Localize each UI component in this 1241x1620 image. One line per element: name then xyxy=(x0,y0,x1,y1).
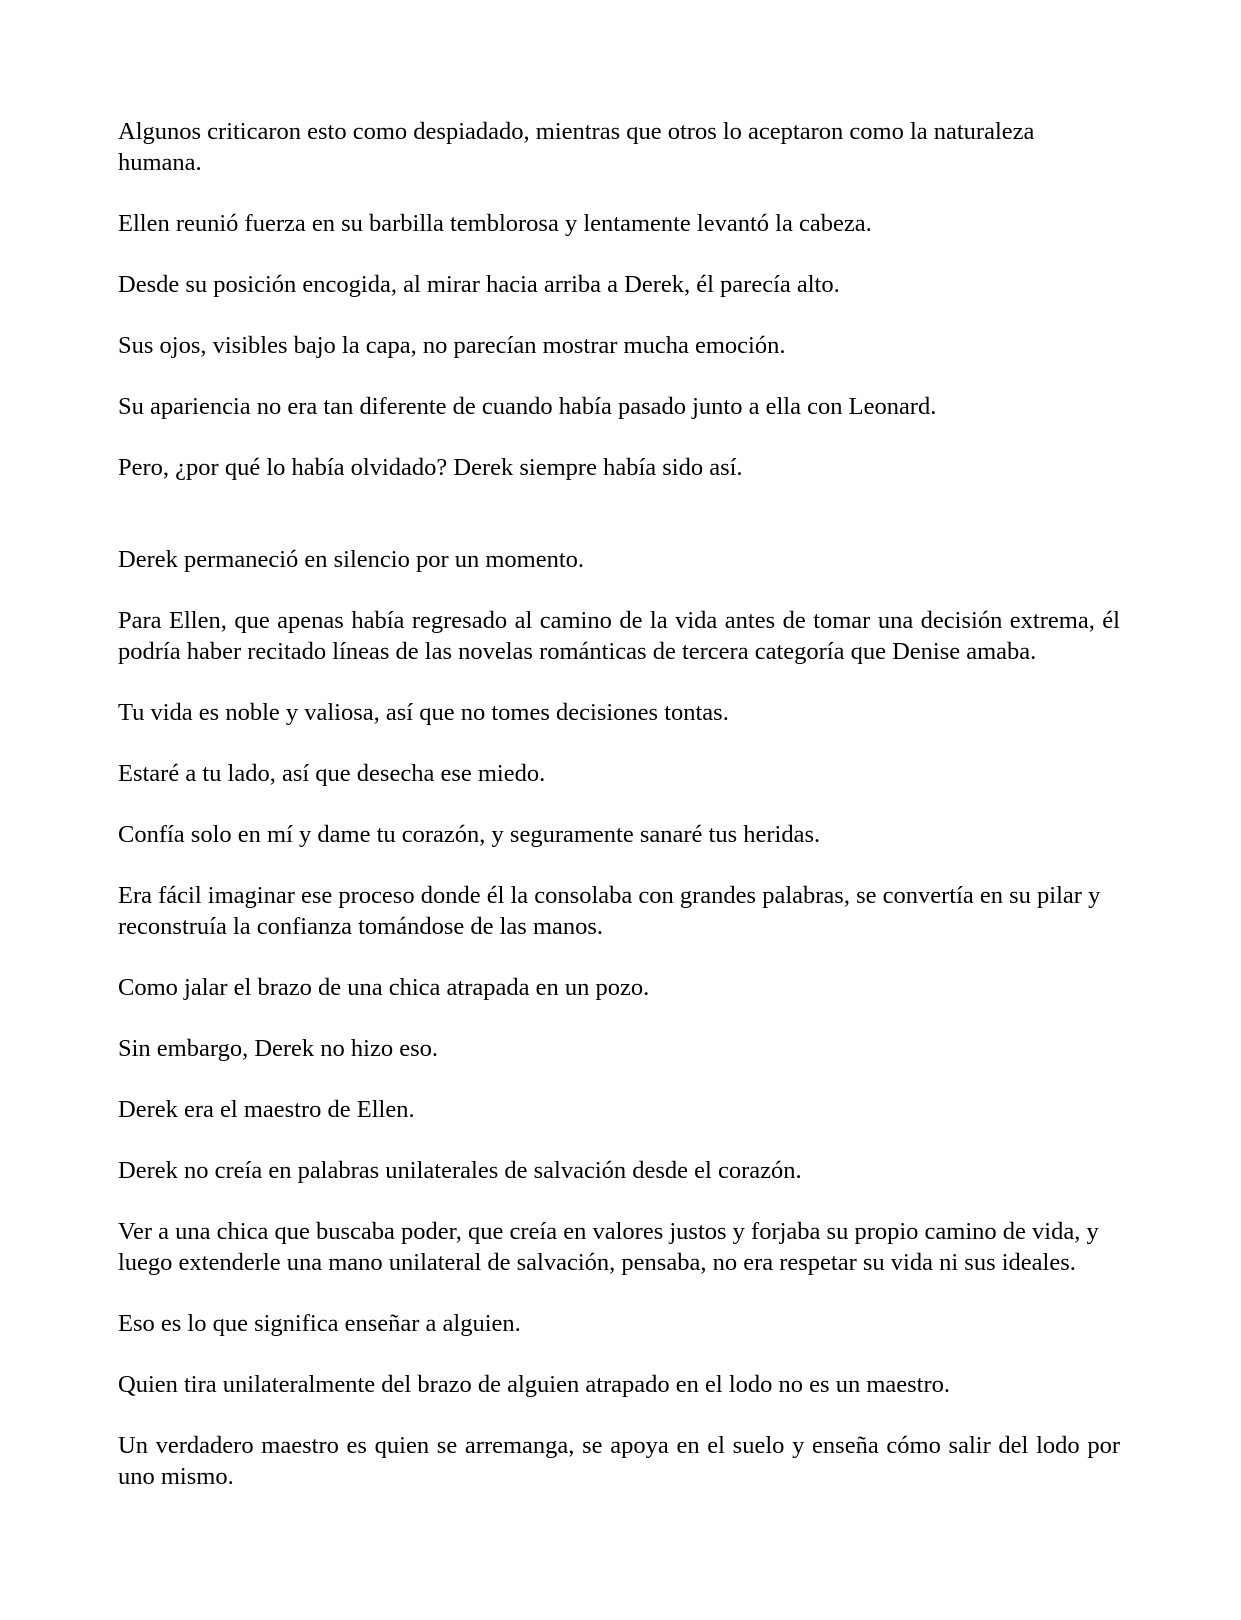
paragraph-13: Como jalar el brazo de una chica atrapada en un pozo. xyxy=(118,974,650,1001)
paragraph-15: Derek era el maestro de Ellen. xyxy=(118,1096,415,1123)
paragraph-5: Su apariencia no era tan diferente de cuando había pasado junto a ella con Leonard. xyxy=(118,393,937,420)
paragraph-20: Un verdadero maestro es quien se arremanga, se apoya en el suelo y enseña cómo salir del lodo por uno mismo. xyxy=(118,1432,1120,1490)
paragraph-10: Estaré a tu lado, así que desecha ese miedo. xyxy=(118,760,546,787)
paragraph-7: Derek permaneció en silencio por un momento. xyxy=(118,546,585,573)
paragraph-16: Derek no creía en palabras unilaterales de salvación desde el corazón. xyxy=(118,1157,802,1184)
paragraph-17: Ver a una chica que buscaba poder, que creía en valores justos y forjaba su propio camino de vida, y luego extenderle una mano unilateral de salvación, pensaba, no era respetar su vida ni sus ideales. xyxy=(118,1218,1099,1276)
paragraph-12: Era fácil imaginar ese proceso donde él la consolaba con grandes palabras, se convertía en su pilar y reconstruía la confianza tomándose de las manos. xyxy=(118,882,1101,940)
paragraph-2: Ellen reunió fuerza en su barbilla temblorosa y lentamente levantó la cabeza. xyxy=(118,210,872,237)
paragraph-11: Confía solo en mí y dame tu corazón, y seguramente sanaré tus heridas. xyxy=(118,821,821,848)
paragraph-14: Sin embargo, Derek no hizo eso. xyxy=(118,1035,439,1062)
document-body xyxy=(118,116,1120,1522)
paragraph-9: Tu vida es noble y valiosa, así que no tomes decisiones tontas. xyxy=(118,699,729,726)
paragraph-6: Pero, ¿por qué lo había olvidado? Derek siempre había sido así. xyxy=(118,454,743,481)
paragraph-19: Quien tira unilateralmente del brazo de alguien atrapado en el lodo no es un maestro. xyxy=(118,1371,951,1398)
paragraph-8: Para Ellen, que apenas había regresado al camino de la vida antes de tomar una decisión extrema, él podría haber recitado líneas de las novelas románticas de tercera categoría que Denise amaba. xyxy=(118,607,1120,665)
paragraph-1: Algunos criticaron esto como despiadado, mientras que otros lo aceptaron como la naturaleza humana. xyxy=(118,118,1035,176)
paragraph-18: Eso es lo que significa enseñar a alguien. xyxy=(118,1310,521,1337)
paragraph-4: Sus ojos, visibles bajo la capa, no parecían mostrar mucha emoción. xyxy=(118,332,786,359)
paragraph-3: Desde su posición encogida, al mirar hacia arriba a Derek, él parecía alto. xyxy=(118,271,840,298)
